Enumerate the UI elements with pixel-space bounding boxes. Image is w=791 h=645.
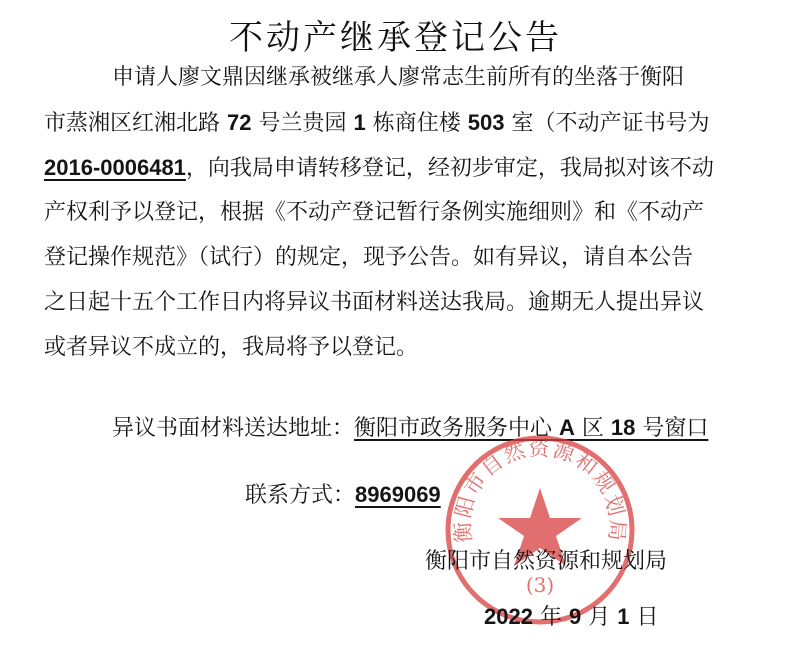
address-zone: A	[559, 415, 575, 440]
address-label: 异议书面材料送达地址：	[112, 416, 355, 441]
road-number: 72	[227, 110, 252, 135]
date-day: 1	[617, 604, 630, 629]
body-text: 栋商住楼	[365, 111, 468, 136]
body-line-1: 申请人廖文鼎因继承被继承人廖常志生前所有的坐落于衡阳	[112, 65, 685, 90]
seal-arc-text: 衡阳市自然资源和规划局	[450, 436, 630, 544]
body-text: 室（不动产证书号为	[504, 111, 710, 136]
date-unit: 日	[629, 605, 659, 630]
body-line-4: 产权利予以登记，根据《不动产登记暂行条例实施细则》和《不动产	[44, 200, 705, 225]
notice-title: 不动产继承登记公告	[229, 18, 562, 58]
certificate-number: 2016-0006481	[44, 155, 186, 180]
address-window: 18	[610, 415, 636, 440]
body-line-5: 登记操作规范》（试行）的规定，现予公告。如有异议，请自本公告	[44, 245, 694, 270]
contact-line	[245, 480, 441, 511]
date-month: 9	[568, 604, 582, 629]
building-number: 1	[353, 110, 366, 135]
date-unit: 年	[532, 605, 569, 630]
address-part: 号窗口	[635, 416, 709, 441]
room-number: 503	[467, 110, 505, 135]
issuer-name: 衡阳市自然资源和规划局	[425, 549, 668, 574]
seal-code: (3)	[525, 573, 555, 597]
issue-date	[484, 602, 658, 633]
date-year: 2022	[484, 604, 533, 629]
date-unit: 月	[581, 605, 618, 630]
body-text: 号兰贵园	[251, 111, 354, 136]
body-line-2	[44, 108, 709, 139]
body-line-3	[44, 153, 714, 184]
address-part: 衡阳市政务服务中心	[354, 416, 560, 441]
body-line-6: 之日起十五个工作日内将异议书面材料送达我局。逾期无人提出异议	[44, 290, 705, 315]
official-seal-stamp	[440, 430, 640, 630]
contact-phone: 8969069	[355, 482, 441, 507]
body-text: ，向我局申请转移登记，经初步审定，我局拟对该不动	[185, 156, 714, 181]
address-part: 区	[574, 416, 611, 441]
body-line-7: 或者异议不成立的，我局将予以登记。	[44, 335, 419, 360]
body-text: 市蒸湘区红湘北路	[44, 111, 227, 136]
contact-label: 联系方式：	[245, 483, 356, 508]
